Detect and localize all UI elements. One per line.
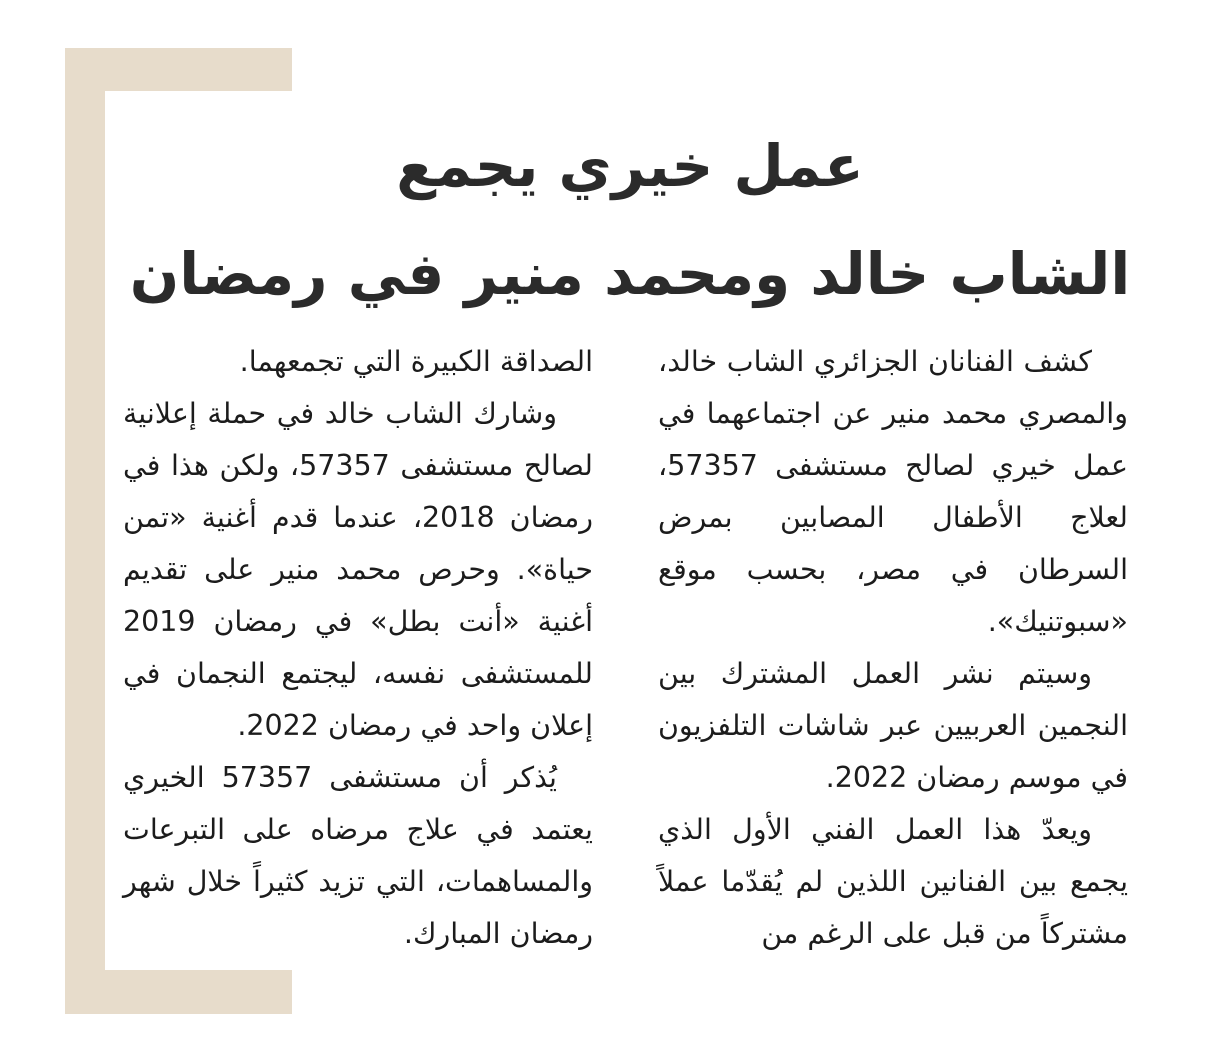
article-column-left (123, 336, 593, 960)
headline-line-2: الشاب خالد ومحمد منير في رمضان (129, 240, 1131, 308)
paragraph-broadcast: وسيتم نشر العمل المشترك بين النجمين العربيين عبر شاشات التلفزيون في موسم رمضان 2022. (658, 657, 1128, 794)
article-headline (120, 112, 1140, 328)
paragraph-continuation: الصداقة الكبيرة التي تجمعهما. (239, 345, 593, 378)
paragraph-campaigns: وشارك الشاب خالد في حملة إعلانية لصالح مستشفى 57357، ولكن هذا في رمضان 2018، عندما قدم أغنية «تمن حياة». وحرص محمد منير على تقديم أغنية «أنت بطل» في رمضان 2019 للمستشفى نفسه، ليجتمع النجمان في إعلان واحد في رمضان 2022. (123, 397, 593, 742)
article-column-right (658, 336, 1128, 960)
headline-line-1: عمل خيري يجمع (396, 132, 864, 200)
paragraph-intro: كشف الفنانان الجزائري الشاب خالد، والمصري محمد منير عن اجتماعهما في عمل خيري لصالح مستشفى 57357، لعلاج الأطفال المصابين بمرض السرطان في مصر، بحسب موقع «سبوتنيك». (658, 345, 1128, 638)
paragraph-hospital: يُذكر أن مستشفى 57357 الخيري يعتمد في علاج مرضاه على التبرعات والمساهمات، التي تزيد كثيراً خلال شهر رمضان المبارك. (123, 761, 593, 950)
paragraph-first-collab: ويعدّ هذا العمل الفني الأول الذي يجمع بين الفنانين اللذين لم يُقدّما عملاً مشتركاً من قبل على الرغم من (658, 813, 1128, 950)
